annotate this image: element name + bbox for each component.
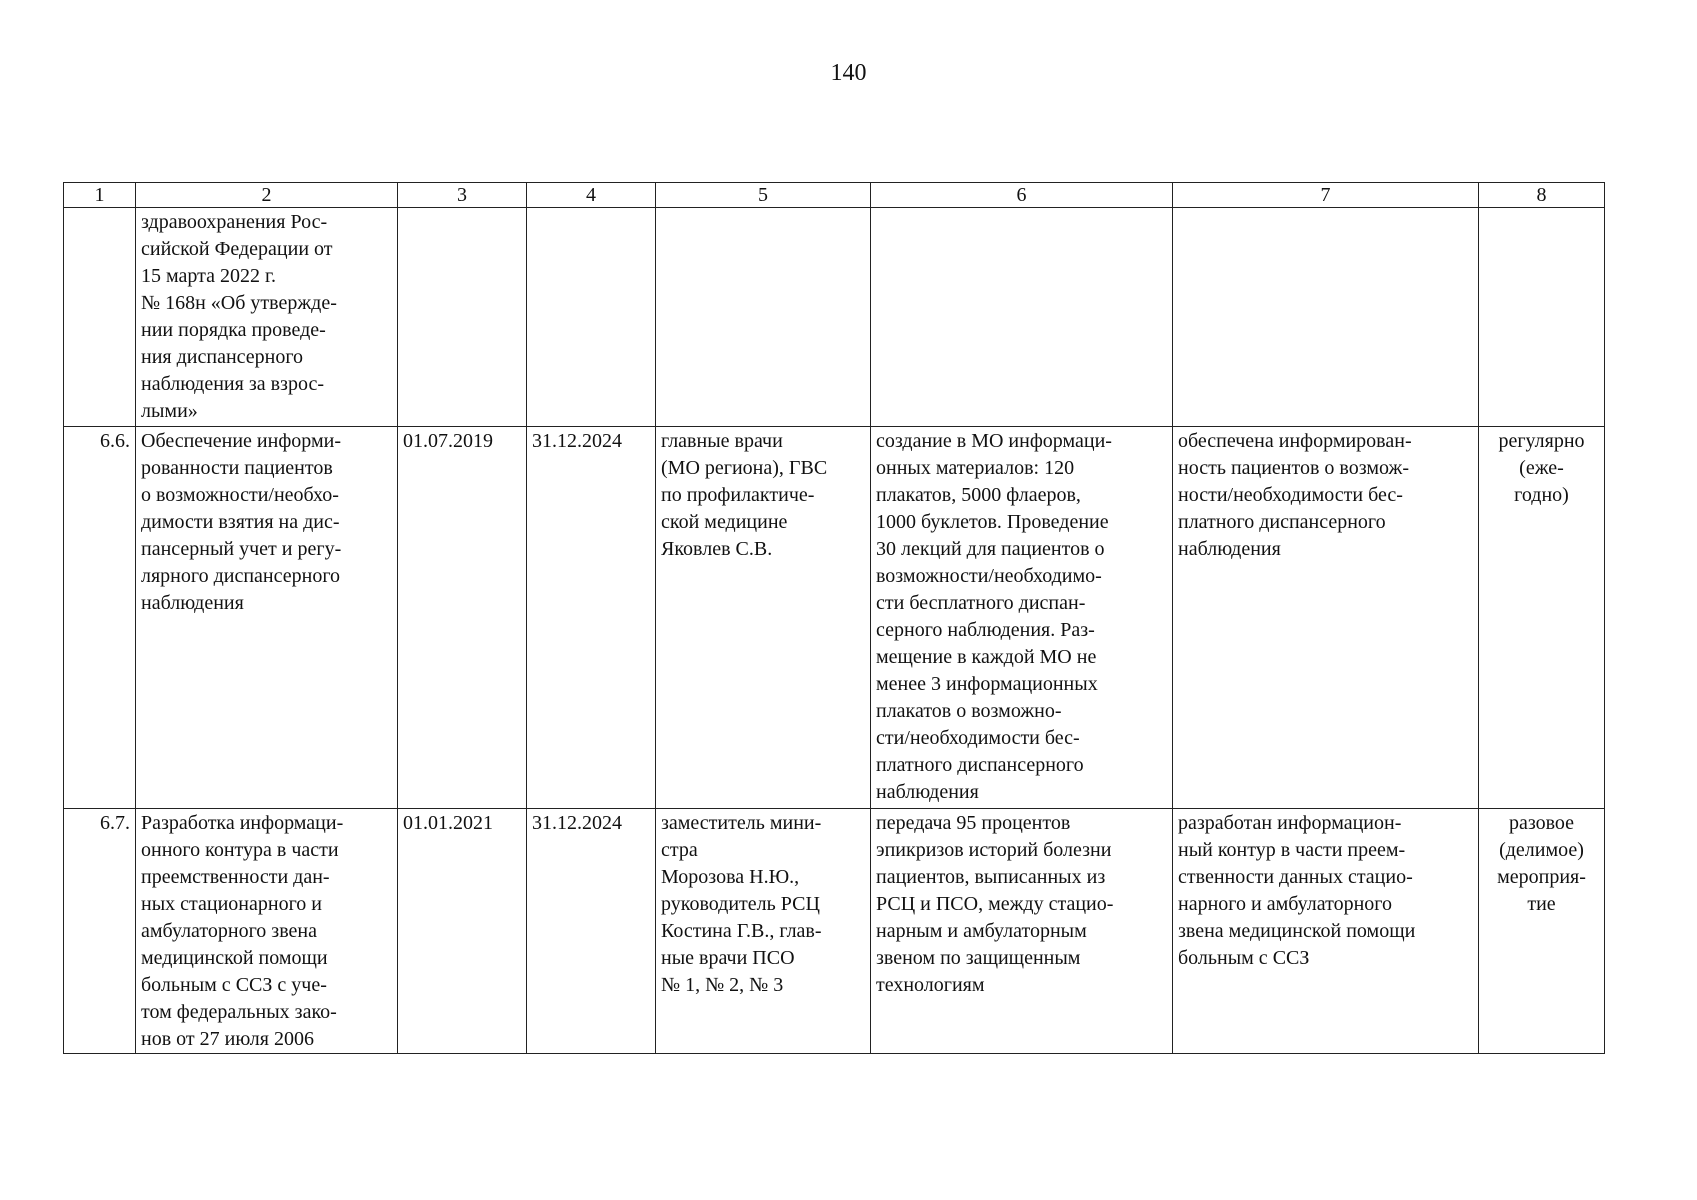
event-cell: Разработка информаци- онного контура в части преемственности дан- ных стационарного и амбулаторного звена медицинской помощи больным с ССЗ с уче- том федеральных зако- нов от 27 июля 2006 <box>136 809 398 1054</box>
event-type-cell: регулярно (еже- годно) <box>1479 427 1605 809</box>
table-row <box>64 427 1605 809</box>
start-date-cell: 01.01.2021 <box>398 809 527 1054</box>
event-cell: здравоохранения Рос- сийской Федерации от 15 марта 2022 г. № 168н «Об утвержде- нии порядка проведе- ния диспансерного наблюдения за взрос- лыми» <box>136 208 398 427</box>
indicator-cell: передача 95 процентов эпикризов историй болезни пациентов, выписанных из РСЦ и ПСО, между стацио- нарным и амбулаторным звеном по защищенным технологиям <box>871 809 1173 1054</box>
result-cell: разработан информацион- ный контур в части преем- ственности данных стацио- нарного и амбулаторного звена медицинской помощи больным с ССЗ <box>1173 809 1479 1054</box>
result-cell <box>1173 208 1479 427</box>
end-date-cell: 31.12.2024 <box>527 427 656 809</box>
row-number-cell: 6.6. <box>64 427 136 809</box>
page-number: 140 <box>830 60 867 86</box>
start-date-cell: 01.07.2019 <box>398 427 527 809</box>
event-type-cell: разовое (делимое) мероприя- тие <box>1479 809 1605 1054</box>
row-number-cell: 6.7. <box>64 809 136 1054</box>
column-number: 1 <box>64 183 136 208</box>
column-number: 6 <box>871 183 1173 208</box>
event-type-cell <box>1479 208 1605 427</box>
column-number: 4 <box>527 183 656 208</box>
column-number: 8 <box>1479 183 1605 208</box>
result-cell: обеспечена информирован- ность пациентов о возмож- ности/необходимости бес- платного диспансерного наблюдения <box>1173 427 1479 809</box>
table-row <box>64 809 1605 1054</box>
responsible-cell: главные врачи (МО региона), ГВС по профилактиче- ской медицине Яковлев С.В. <box>656 427 871 809</box>
indicator-cell <box>871 208 1173 427</box>
event-cell: Обеспечение информи- рованности пациентов о возможности/необхо- димости взятия на дис- пансерный учет и регу- лярного диспансерного наблюдения <box>136 427 398 809</box>
column-number-row <box>64 183 1605 208</box>
indicator-cell: создание в МО информаци- онных материалов: 120 плакатов, 5000 флаеров, 1000 буклетов. Проведение 30 лекций для пациентов о возможности/необходимо- сти бесплатного диспан- серного наблюдения. Раз- мещение в каждой МО не менее 3 информационных плакатов о возможно- сти/необходимости бес- платного диспансерного наблюдения <box>871 427 1173 809</box>
column-number: 5 <box>656 183 871 208</box>
column-number: 2 <box>136 183 398 208</box>
start-date-cell <box>398 208 527 427</box>
end-date-cell <box>527 208 656 427</box>
responsible-cell: заместитель мини- стра Морозова Н.Ю., руководитель РСЦ Костина Г.В., глав- ные врачи ПСО № 1, № 2, № 3 <box>656 809 871 1054</box>
row-number-cell <box>64 208 136 427</box>
column-number: 3 <box>398 183 527 208</box>
activities-table <box>63 182 1605 1054</box>
responsible-cell <box>656 208 871 427</box>
end-date-cell: 31.12.2024 <box>527 809 656 1054</box>
column-number: 7 <box>1173 183 1479 208</box>
table-row <box>64 208 1605 427</box>
